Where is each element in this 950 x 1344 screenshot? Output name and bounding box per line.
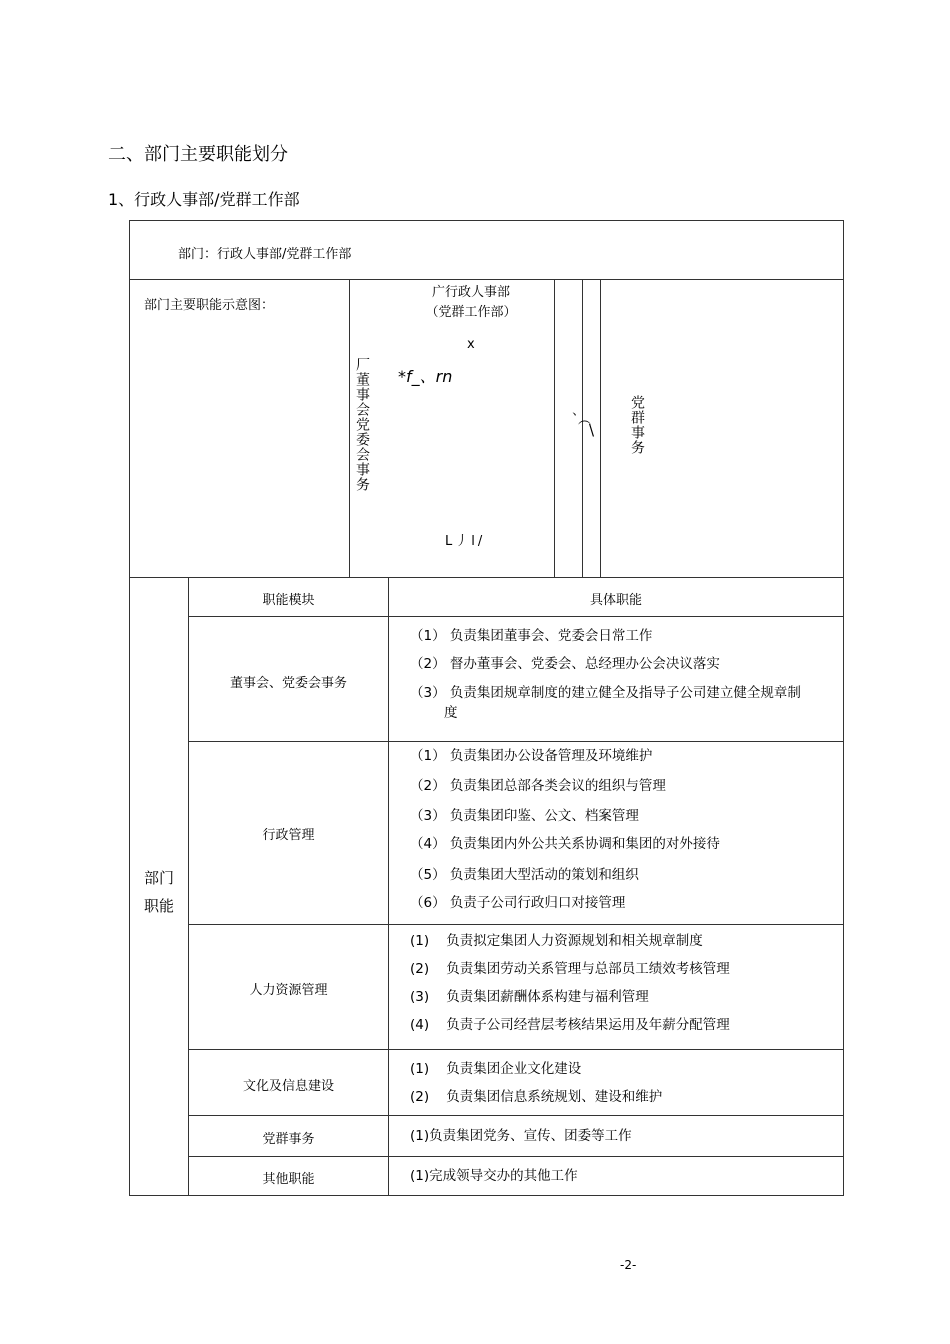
duty-item: (3) 负责集团薪酬体系构建与福利管理	[410, 989, 649, 1005]
page-number: -2-	[620, 1258, 637, 1272]
diagram-top-node: 广行政人事部 （党群工作部）	[425, 285, 517, 320]
duty-item: (2) 负责集团信息系统规划、建设和维护	[410, 1089, 663, 1105]
diagram-x-mark: x	[467, 337, 475, 352]
duty-item: （4） 负责集团内外公共关系协调和集团的对外接待	[410, 836, 720, 852]
subsection-heading: 1、行政人事部/党群工作部	[108, 190, 300, 209]
section-heading: 二、部门主要职能划分	[108, 144, 288, 165]
duty-item: (1)完成领导交办的其他工作	[410, 1168, 578, 1184]
diagram-label: 部门主要职能示意图：	[144, 298, 275, 313]
duty-item: （3） 负责集团印鉴、公文、档案管理	[410, 808, 639, 824]
duty-item: （1） 负责集团办公设备管理及环境维护	[410, 748, 653, 764]
diagram-branch-text: *f_、rn	[398, 367, 453, 386]
duty-item: (2) 负责集团劳动关系管理与总部员工绩效考核管理	[410, 961, 730, 977]
duty-item: （6） 负责子公司行政归口对接管理	[410, 895, 626, 911]
module-hr: 人力资源管理	[249, 983, 328, 998]
module-admin: 行政管理	[262, 828, 315, 843]
side-label-department-functions: 部门 职能	[143, 869, 174, 915]
duty-item-continued: 度	[444, 705, 458, 721]
duty-item: (1) 负责拟定集团人力资源规划和相关规章制度	[410, 933, 703, 949]
duty-item: (1) 负责集团企业文化建设	[410, 1061, 582, 1077]
col-header-module: 职能模块	[262, 593, 315, 608]
diagram-small-marks: （ 、	[561, 412, 590, 426]
diagram-bar-mark: \	[589, 421, 595, 439]
diagram-node-party-affairs: 党群事务	[629, 395, 645, 455]
duty-item: （2） 负责集团总部各类会议的组织与管理	[410, 778, 666, 794]
module-other: 其他职能	[262, 1172, 315, 1187]
module-culture-it: 文化及信息建设	[242, 1079, 334, 1094]
diagram-node-board-affairs: 厂董事会党委会事务	[354, 357, 370, 492]
duty-item: (4) 负责子公司经营层考核结果运用及年薪分配管理	[410, 1017, 730, 1033]
duty-item: （1） 负责集团董事会、党委会日常工作	[410, 628, 653, 644]
module-board-affairs: 董事会、党委会事务	[229, 676, 347, 691]
duty-item: (1)负责集团党务、宣传、团委等工作	[410, 1128, 632, 1144]
col-header-duties: 具体职能	[589, 593, 642, 608]
module-party: 党群事务	[262, 1132, 315, 1147]
duty-item: （2） 督办董事会、党委会、总经理办公会决议落实	[410, 656, 720, 672]
diagram-bottom-marks: L丿l/	[445, 534, 486, 549]
duty-item: （5） 负责集团大型活动的策划和组织	[410, 867, 639, 883]
duty-item: （3） 负责集团规章制度的建立健全及指导子公司建立健全规章制	[410, 685, 801, 701]
department-label: 部门：行政人事部/党群工作部	[178, 247, 352, 262]
